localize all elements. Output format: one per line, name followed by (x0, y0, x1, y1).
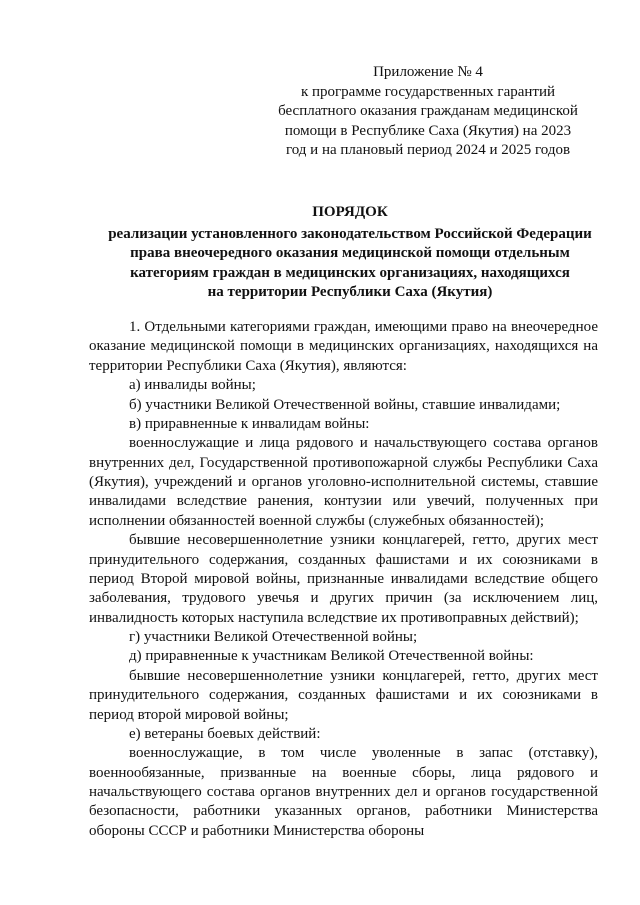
annex-line: год и на плановый период 2024 и 2025 годов (285, 142, 571, 158)
title-line: реализации установленного законодательством Российской Федерации (108, 225, 592, 242)
document-body (89, 318, 598, 841)
title-line: права внеочередного оказания медицинской помощи отдельным (130, 245, 570, 262)
annex-number: Приложение № 4 (373, 64, 483, 80)
title-line: на территории Республики Саха (Якутия) (207, 284, 493, 301)
annex-line: бесплатного оказания гражданам медицинской (278, 103, 578, 119)
list-item: б) участники Великой Отечественной войны, ставшие инвалидами; (129, 396, 561, 413)
annex-line: помощи в Республике Саха (Якутия) на 2023 (284, 122, 572, 139)
body-paragraph: военнослужащие и лица рядового и начальствующего состава органов внутренних дел, Государственной противопожарной службы Республики Саха (Якутия), учреждений и органов уголовно-исполнительной системы, ставшие инвалидами вследствие ранения, контузии или увечий, полученных при исполнении обязанностей военной службы (служебных обязанностей); (89, 435, 598, 529)
body-paragraph: бывшие несовершеннолетние узники концлагерей, гетто, других мест принудительного содержания, созданных фашистами и их союзниками в период второй мировой войны; (89, 667, 598, 723)
body-paragraph: бывшие несовершеннолетние узники концлагерей, гетто, других мест принудительного содержания, созданных фашистами и их союзниками в период Второй мировой войны, признанные инвалидами вследствие общего заболевания, трудового увечья и других причин (за исключением лиц, инвалидность которых наступила вследствие их противоправных действий); (89, 532, 598, 626)
list-item: г) участники Великой Отечественной войны; (129, 629, 418, 645)
body-paragraph: 1. Отдельными категориями граждан, имеющими право на внеочередное оказание медицинской помощи в медицинских организациях, находящихся на территории Республики Саха (Якутия), являются: (89, 319, 598, 374)
annex-line: к программе государственных гарантий (300, 83, 556, 100)
list-item: а) инвалиды войны; (129, 377, 256, 394)
title-line: категориям граждан в медицинских организациях, находящихся (130, 264, 570, 281)
list-item: д) приравненные к участникам Великой Отечественной войны: (129, 648, 534, 665)
list-item: в) приравненные к инвалидам войны: (129, 415, 370, 432)
body-paragraph: военнослужащие, в том числе уволенные в запас (отставку), военнообязанные, призванные на военные сборы, лица рядового и начальствующего состава органов внутренних дел и органов государственной безопасности, работники указанных органов, работники Министерства обороны СССР и работники Министерства обороны (89, 745, 598, 839)
list-item: е) ветераны боевых действий: (129, 725, 321, 742)
title-heading: ПОРЯДОК (312, 204, 388, 220)
annex-header (258, 63, 598, 161)
document-title (80, 203, 620, 303)
